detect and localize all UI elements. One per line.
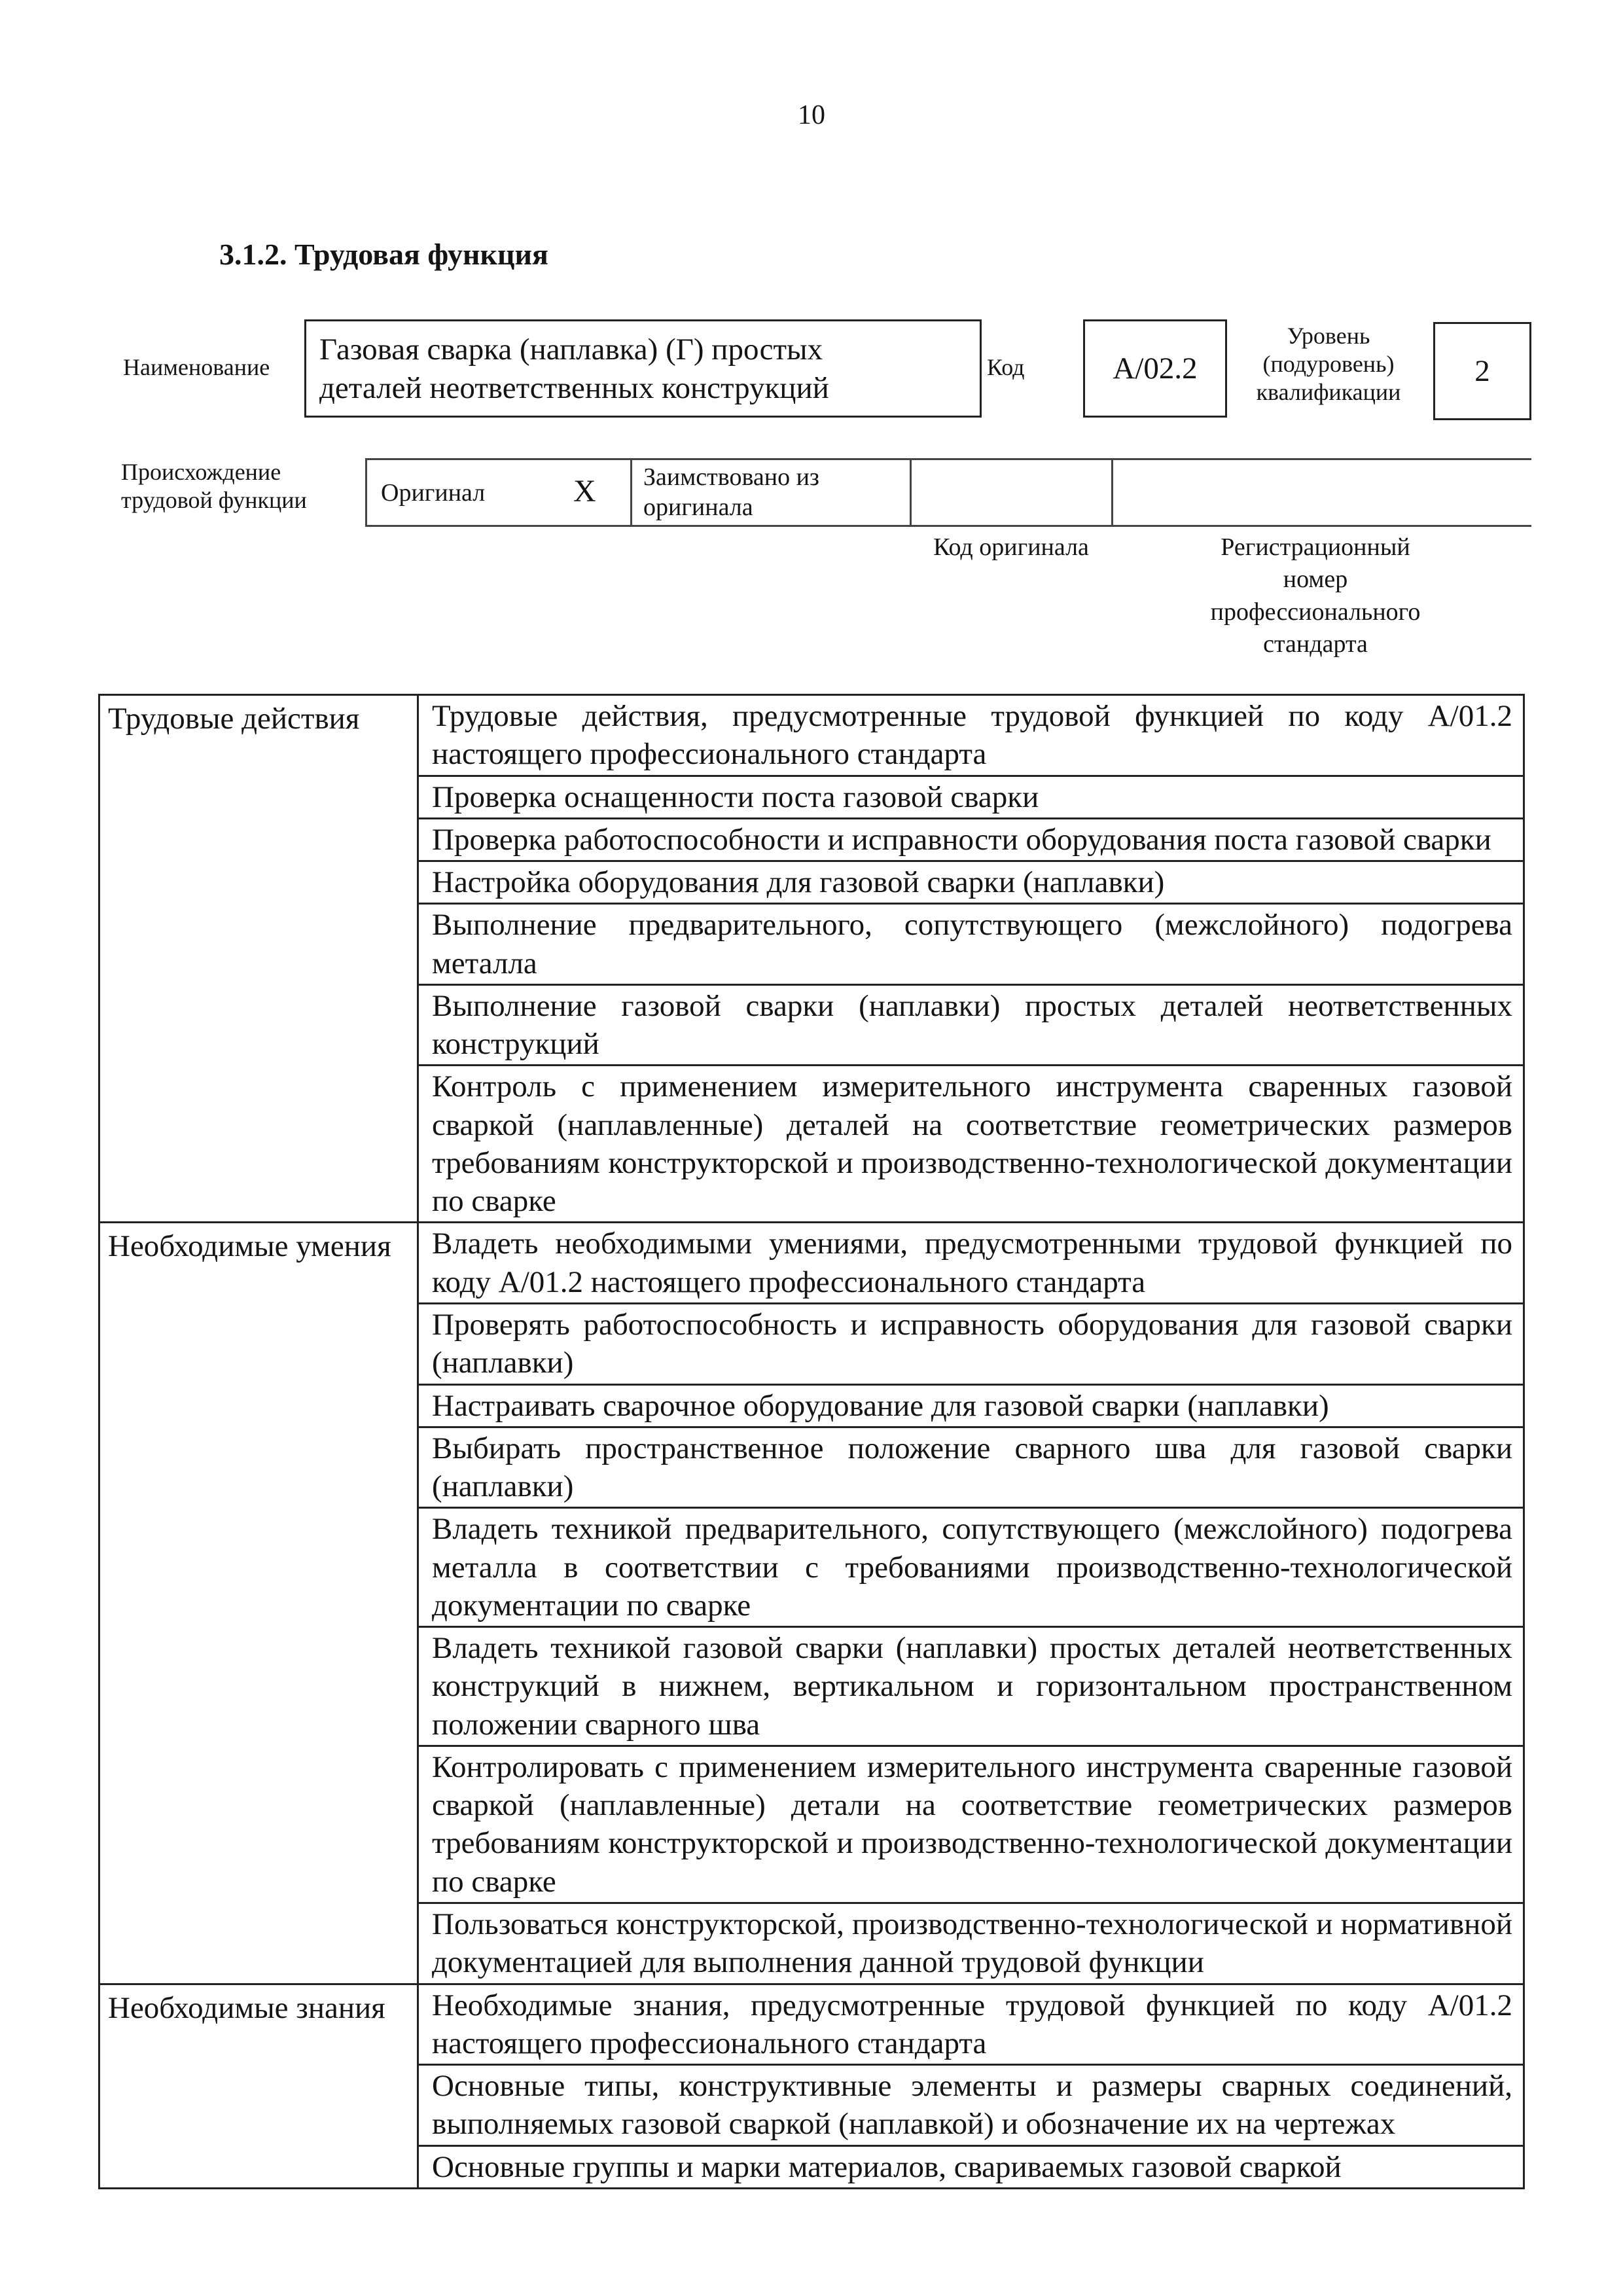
table-cell: Трудовые действия, предусмотренные трудовой функцией по коду A/01.2 настоящего профессионального стандарта [418,695,1524,776]
level-label-line-3: квалификации [1256,379,1401,406]
borrowed-label-line-2: оригинала [643,493,753,521]
origin-label-line-1: Происхождение [121,459,281,485]
original-label: Оригинал [381,479,486,507]
name-label: Наименование [123,354,270,380]
origin-divider [910,460,912,525]
level-box [1433,322,1531,420]
borrowed-label [643,463,819,522]
table-cell: Основные группы и марки материалов, свариваемых газовой сваркой [418,2145,1524,2188]
origin-label-line-2: трудовой функции [121,487,307,514]
registration-caption-line-4: стандарта [1263,630,1368,658]
section-title: 3.1.2. Трудовая функция [219,238,548,271]
table-cell: Контроль с применением измерительного инструмента сваренных газовой сваркой (наплавленные) деталей на соответствие геометрических размеров требованиям конструкторской и производственно-технологической документации по сварке [418,1066,1524,1223]
table-row [99,1223,1524,1304]
registration-caption-line-2: номер [1283,565,1348,594]
table-cell: Проверка оснащенности поста газовой сварки [418,776,1524,818]
level-label-line-1: Уровень [1287,323,1370,349]
function-name-line-2: деталей неответственных конструкций [319,370,829,405]
table-cell: Владеть техникой предварительного, сопутствующего (межслойного) подогрева металла в соответствии с требованиями производственно-технологической документации по сварке [418,1508,1524,1627]
category-cell: Необходимые умения [99,1223,418,1984]
table-cell: Владеть техникой газовой сварки (наплавки) простых деталей неответственных конструкций в нижнем, вертикальном и горизонтальном пространственном положении сварного шва [418,1627,1524,1746]
origin-divider [1111,460,1113,525]
page-number: 10 [798,100,825,130]
original-code-caption: Код оригинала [933,533,1089,561]
function-name-line-1: Газовая сварка (наплавка) (Г) простых [319,332,823,367]
table-cell: Владеть необходимыми умениями, предусмотренными трудовой функцией по коду A/01.2 настоящего профессионального стандарта [418,1223,1524,1304]
table-cell: Выбирать пространственное положение сварного шва для газовой сварки (наплавки) [418,1427,1524,1508]
origin-divider [630,460,632,525]
table-cell: Проверять работоспособность и исправность оборудования для газовой сварки (наплавки) [418,1303,1524,1384]
code-box [1083,319,1227,418]
origin-divider [365,460,367,525]
level-value: 2 [1474,354,1490,388]
level-label-line-2: (подуровень) [1262,351,1395,378]
code-value: A/02.2 [1113,351,1198,386]
table-cell: Выполнение газовой сварки (наплавки) простых деталей неответственных конструкций [418,984,1524,1066]
table-row [99,695,1524,776]
table-cell: Контролировать с применением измерительного инструмента сваренные газовой сваркой (наплавленные) детали на соответствие геометрических размеров требованиям конструкторской и производственно-технологической документации по сварке [418,1746,1524,1903]
table-cell: Необходимые знания, предусмотренные трудовой функцией по коду A/01.2 настоящего профессионального стандарта [418,1984,1524,2065]
table-cell: Выполнение предварительного, сопутствующего (межслойного) подогрева металла [418,904,1524,985]
registration-caption [1178,531,1453,661]
table-cell: Основные типы, конструктивные элементы и размеры сварных соединений, выполняемых газовой сваркой (наплавкой) и обозначение их на чертежах [418,2065,1524,2146]
category-cell: Необходимые знания [99,1984,418,2188]
function-name-box [304,319,982,418]
level-label [1230,322,1427,407]
table-cell: Настраивать сварочное оборудование для газовой сварки (наплавки) [418,1384,1524,1427]
table-row [99,1984,1524,2065]
category-cell: Трудовые действия [99,695,418,1223]
origin-label [121,458,307,514]
registration-caption-line-1: Регистрационный [1221,533,1410,561]
origin-row [365,458,1531,527]
table-cell: Пользоваться конструкторской, производственно-технологической и нормативной документацией для выполнения данной трудовой функции [418,1903,1524,1984]
table-cell: Настройка оборудования для газовой сварки (наплавки) [418,861,1524,904]
code-label: Код [987,354,1025,380]
table-cell: Проверка работоспособности и исправности оборудования поста газовой сварки [418,818,1524,861]
borrowed-label-line-1: Заимствовано из [643,463,819,491]
original-mark: X [573,474,596,509]
function-details-table [98,694,1525,2189]
registration-caption-line-3: профессионального [1210,598,1421,626]
